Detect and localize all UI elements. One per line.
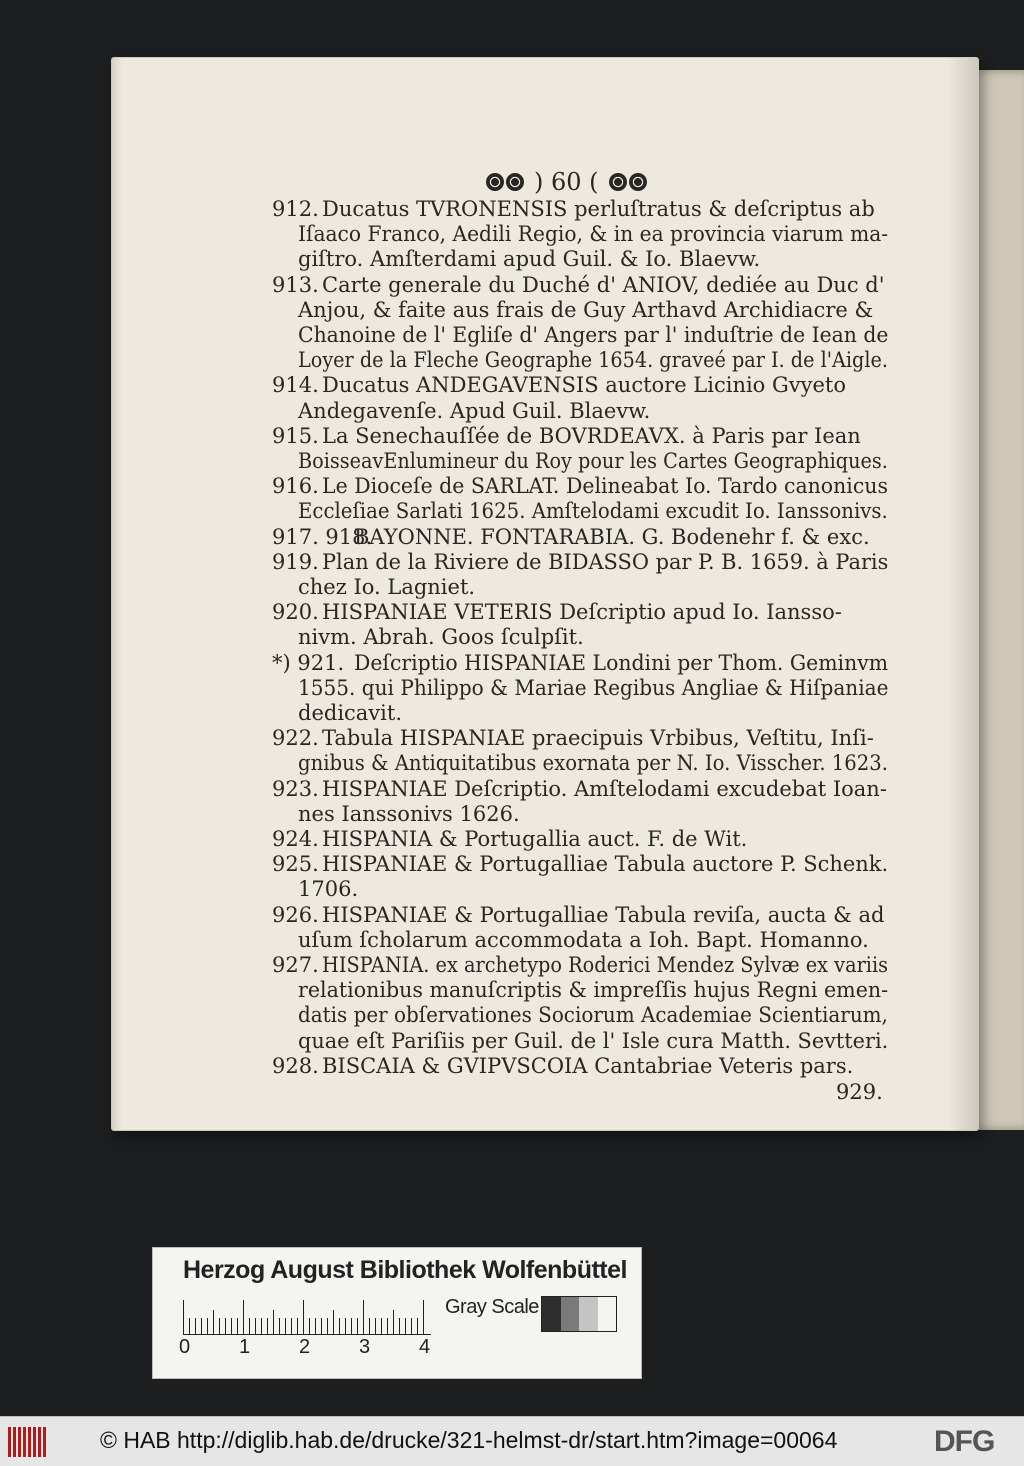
entry-text-line: datis per obſervationes Sociorum Academiae Scientiarum, <box>298 1003 888 1028</box>
entry-number: 926. <box>272 902 319 927</box>
ruler-numbers <box>175 1336 455 1362</box>
copyright-link[interactable]: © HAB http://diglib.hab.de/drucke/321-helmst-dr/start.htm?image=00064 <box>100 1427 838 1453</box>
ruler-number: 4 <box>419 1336 431 1358</box>
entry-number: 927. <box>272 953 319 977</box>
ruler-tick <box>279 1318 280 1334</box>
entry-text-line: 1555. qui Philippo & Mariae Regibus Angliae & Hiſpaniae <box>298 675 889 700</box>
gray-scale-swatch <box>541 1296 617 1332</box>
ruler-tick <box>333 1310 334 1334</box>
ruler-tick <box>363 1300 364 1334</box>
gray-patch <box>561 1297 580 1331</box>
ruler-tick <box>219 1318 220 1334</box>
ruler-tick <box>345 1318 346 1334</box>
catchword: 929. <box>836 1080 883 1104</box>
ruler-tick <box>369 1318 370 1334</box>
entry-text-line: nes Ianssonivs 1626. <box>298 801 520 826</box>
entry-number: 924. <box>272 827 319 851</box>
entry-text-line: Ducatus ANDEGAVENSIS auctore Licinio Gvyeto <box>322 373 847 398</box>
ruler-tick <box>273 1310 274 1334</box>
entry-text-line: Anjou, & faite aus frais de Guy Arthavd Archidiacre & <box>298 297 874 322</box>
entry-text-line: Deſcriptio HISPANIAE Londini per Thom. Geminvm <box>354 650 889 675</box>
ruler-tick <box>351 1318 352 1334</box>
ruler-tick <box>255 1318 256 1334</box>
ruler-tick <box>231 1318 232 1334</box>
page-fore-edge <box>112 58 122 1130</box>
entry-text-line: Andegavenſe. Apud Guil. Blaevw. <box>298 398 651 423</box>
entry-text-line: HISPANIAE & Portugalliae Tabula reviſa, aucta & ad <box>322 902 885 927</box>
ruler-tick <box>201 1318 202 1334</box>
ornament-icon <box>609 173 647 191</box>
entry-text-line: BoisseavEnlumineur du Roy pour les Cartes Geographiques. <box>298 448 888 473</box>
ruler-tick <box>225 1318 226 1334</box>
entry-number: *) 921. <box>272 650 345 675</box>
ruler-tick <box>423 1300 424 1334</box>
ruler-tick <box>315 1318 316 1334</box>
ruler-tick <box>249 1318 250 1334</box>
entry-text-line: relationibus manuſcriptis & impreſſis hujus Regni emen- <box>298 978 889 1003</box>
entry-text-line: nivm. Abrah. Goos ſculpſit. <box>298 625 584 650</box>
entry-number: 919. <box>272 549 319 574</box>
entry-number: 925. <box>272 852 319 877</box>
ruler-number: 0 <box>179 1336 191 1358</box>
ruler-tick <box>405 1318 406 1334</box>
entry-text-line: Carte generale du Duché d' ANIOV, dediée au Duc d' <box>322 272 885 297</box>
entry-number: 913. <box>272 272 319 297</box>
entry-text-line: 1706. <box>298 877 359 902</box>
ruler-tick <box>309 1318 310 1334</box>
ruler-tick <box>189 1318 190 1334</box>
ruler-tick <box>381 1318 382 1334</box>
ruler-tick <box>183 1300 184 1334</box>
ruler-tick <box>357 1318 358 1334</box>
entry-text-line: Loyer de la Fleche Geographe 1654. graveé par I. de l'Aigle. <box>298 348 888 373</box>
viewer-footer <box>0 1416 1024 1466</box>
page-header <box>486 166 647 198</box>
ruler-tick <box>297 1318 298 1334</box>
page-gutter-shadow <box>948 58 978 1130</box>
entry-text-line: Ducatus TVRONENSIS perluſtratus & deſcriptus ab <box>322 197 875 221</box>
ruler-tick <box>213 1310 214 1334</box>
ruler-tick <box>303 1300 304 1334</box>
target-title: Herzog August Bibliothek Wolfenbüttel <box>183 1256 627 1284</box>
ruler-tick <box>195 1318 196 1334</box>
ruler-tick <box>237 1318 238 1334</box>
ruler-tick <box>261 1318 262 1334</box>
gray-patch <box>542 1297 561 1331</box>
entry-text-line: gnibus & Antiquitatibus exornata per N. Io. Visscher. 1623. <box>298 751 889 776</box>
entry-text-line: Plan de la Riviere de BIDASSO par P. B. 1659. à Paris <box>322 549 889 574</box>
entry-text-line: HISPANIAE Deſcriptio. Amſtelodami excudebat Ioan- <box>322 776 887 801</box>
color-target <box>152 1247 642 1379</box>
entry-text-line: HISPANIAE & Portugalliae Tabula auctore P. Schenk. <box>322 852 889 877</box>
ruler-tick <box>375 1318 376 1334</box>
entry-text-line: BAYONNE. FONTARABIA. G. Bodenehr f. & exc. <box>354 524 870 549</box>
entry-text-line: HISPANIA & Portugallia auct. F. de Wit. <box>322 827 748 851</box>
ruler-tick <box>207 1318 208 1334</box>
entry-text-line: uſum ſcholarum accommodata a Ioh. Bapt. Homanno. <box>298 927 869 952</box>
entry-text-line: HISPANIAE VETERIS Deſcriptio apud Io. Iansso- <box>322 600 842 625</box>
page-number: ) 60 ( <box>534 168 599 196</box>
entry-number: 928. <box>272 1053 319 1078</box>
entry-text-line: La Senechauſſée de BOVRDEAVX. à Paris par Iean <box>322 423 861 448</box>
ruler-tick <box>327 1318 328 1334</box>
ruler-tick <box>321 1318 322 1334</box>
entry-text-line: BISCAIA & GVIPVSCOIA Cantabriae Veteris pars. <box>322 1053 854 1078</box>
ruler-number: 2 <box>299 1336 311 1358</box>
entry-text-line: Le Dioceſe de SARLAT. Delineabat Io. Tardo canonicus <box>322 474 888 499</box>
hab-logo-icon <box>8 1427 48 1457</box>
entry-text-line: Tabula HISPANIAE praecipuis Vrbibus, Veſtitu, Inſi- <box>322 726 874 751</box>
entry-number: 915. <box>272 423 319 448</box>
gray-scale-label: Gray Scale <box>445 1296 539 1318</box>
ruler-tick <box>267 1318 268 1334</box>
scale-ruler <box>183 1296 431 1335</box>
entry-text-line: Eccleſiae Sarlati 1625. Amſtelodami excudit Io. Ianssonivs. <box>298 499 888 524</box>
gray-patch <box>598 1297 617 1331</box>
entry-text-line: Iſaaco Franco, Aedili Regio, & in ea provincia viarum ma- <box>298 222 889 247</box>
ruler-tick <box>285 1318 286 1334</box>
entry-text-line: quae eſt Pariſiis per Guil. de l' Isle cura Matth. Sevtteri. <box>298 1028 889 1053</box>
ruler-tick <box>393 1310 394 1334</box>
ruler-number: 3 <box>359 1336 371 1358</box>
entry-text-line: chez Io. Lagniet. <box>298 574 476 599</box>
dfg-logo: DFG <box>934 1425 995 1458</box>
entry-text-line: Chanoine de l' Egliſe d' Angers par l' induſtrie de Iean de <box>298 322 889 347</box>
ruler-tick <box>339 1318 340 1334</box>
ornament-icon <box>486 173 524 191</box>
ruler-tick <box>291 1318 292 1334</box>
entry-number: 917. 918. <box>272 524 373 549</box>
ruler-tick <box>417 1318 418 1334</box>
entry-number: 912. <box>272 197 319 221</box>
entry-number: 914. <box>272 373 319 398</box>
entry-text-line: giſtro. Amſterdami apud Guil. & Io. Blaevw. <box>298 247 761 272</box>
ruler-tick <box>243 1300 244 1334</box>
entry-number: 923. <box>272 776 319 801</box>
entry-text-line: dedicavit. <box>298 700 403 725</box>
ruler-tick <box>387 1318 388 1334</box>
entry-number: 916. <box>272 474 319 499</box>
ruler-tick <box>399 1318 400 1334</box>
entry-number: 920. <box>272 600 319 625</box>
entry-text-line: HISPANIA. ex archetypo Roderici Mendez Sylvæ ex variis <box>322 953 889 977</box>
gray-patch <box>579 1297 598 1331</box>
entry-number: 922. <box>272 726 319 751</box>
ruler-number: 1 <box>239 1336 251 1358</box>
ruler-tick <box>411 1318 412 1334</box>
